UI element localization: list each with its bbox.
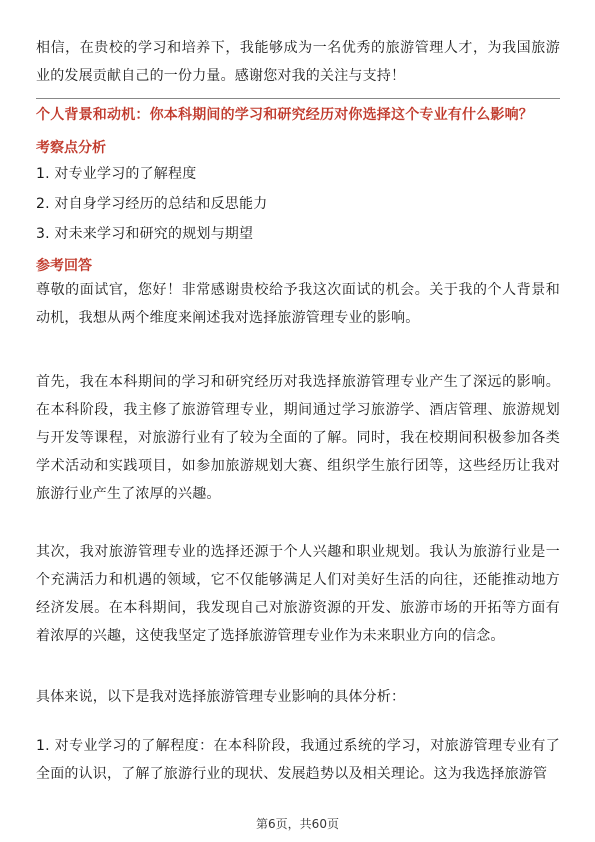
answer-paragraph-5: 1. 对专业学习的了解程度：在本科阶段，我通过系统的学习，对旅游管理专业有了全面的认识，了解了旅游行业的现状、发展趋势以及相关理论。这为我选择旅游管: [36, 738, 560, 782]
page-footer: 第6页，共60页: [256, 817, 339, 831]
answer-paragraph-3: 其次，我对旅游管理专业的选择还源于个人兴趣和职业规划。我认为旅游行业是一个充满活力和机遇的领域，它不仅能够满足人们对美好生活的向往，还能推动地方经济发展。在本科期间，我发现自己对旅游资源的开发、旅游市场的开拓等方面有着浓厚的兴趣，这使我坚定了选择旅游管理专业作为未来职业方向的信念。: [36, 544, 560, 644]
analysis-title: 考察点分析: [36, 140, 106, 156]
answer-title: 参考回答: [36, 258, 92, 274]
answer-paragraph-2: 首先，我在本科期间的学习和研究经历对我选择旅游管理专业产生了深远的影响。在本科阶段，我主修了旅游管理专业，期间通过学习旅游学、酒店管理、旅游规划与开发等课程，对旅游行业有了较为全面的了解。同时，我在校期间积极参加各类学术活动和实践项目，如参加旅游规划大赛、组织学生旅行团等，这些经历让我对旅游行业产生了浓厚的兴趣。: [36, 374, 560, 502]
document-page: [36, 0, 560, 842]
question-heading: 个人背景和动机：你本科期间的学习和研究经历对你选择这个专业有什么影响？: [36, 107, 533, 123]
section-divider: [36, 98, 560, 99]
analysis-item-3: 3. 对未来学习和研究的规划与期望: [36, 226, 254, 242]
analysis-item-1: 1. 对专业学习的了解程度: [36, 166, 197, 182]
analysis-item-2: 2. 对自身学习经历的总结和反思能力: [36, 196, 268, 212]
answer-paragraph-1: 尊敬的面试官，您好！非常感谢贵校给予我这次面试的机会。关于我的个人背景和动机，我想从两个维度来阐述我对选择旅游管理专业的影响。: [36, 282, 560, 326]
answer-paragraph-4: 具体来说，以下是我对选择旅游管理专业影响的具体分析：: [36, 689, 406, 705]
intro-paragraph: 相信，在贵校的学习和培养下，我能够成为一名优秀的旅游管理人才，为我国旅游业的发展贡献自己的一份力量。感谢您对我的关注与支持！: [36, 40, 560, 84]
